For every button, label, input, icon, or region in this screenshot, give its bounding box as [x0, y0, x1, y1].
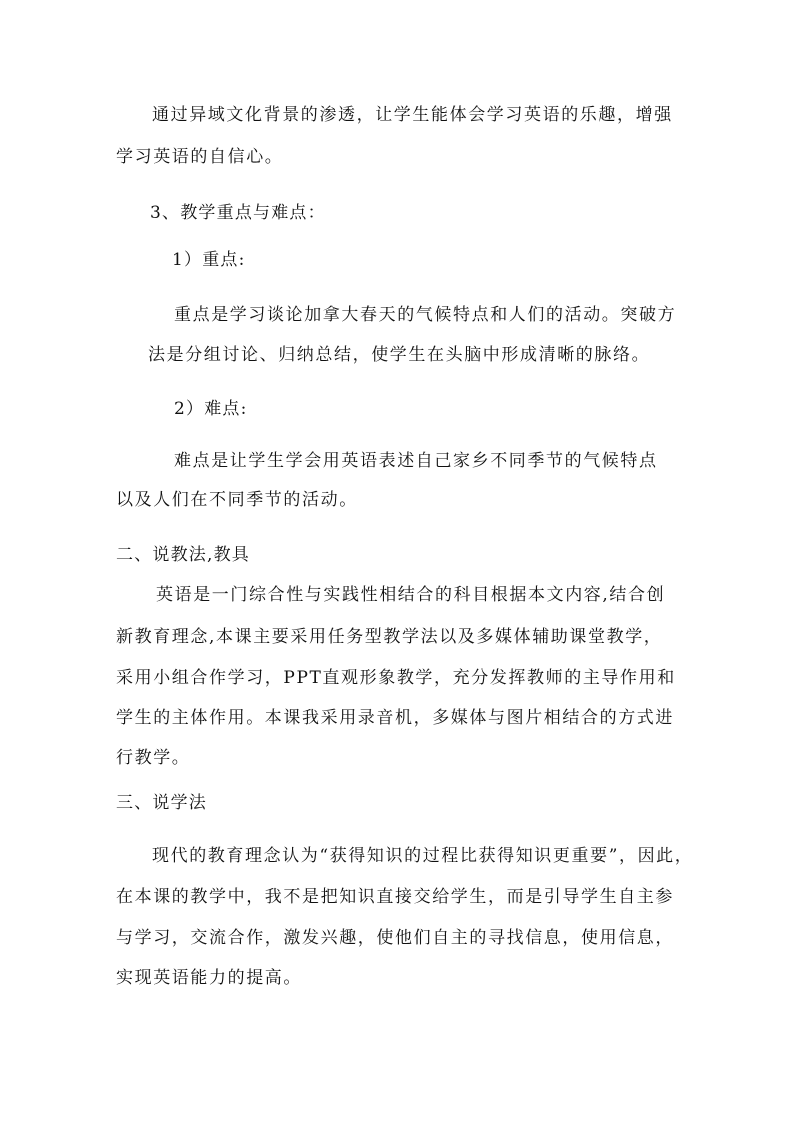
section-heading: 三、说学法	[116, 793, 207, 813]
paragraph-line: 行教学。	[116, 748, 191, 768]
paragraph-line: 英语是一门综合性与实践性相结合的科目根据本文内容,结合创	[156, 585, 666, 605]
subitem-label: 1）重点:	[172, 250, 246, 270]
section-heading: 二、说教法,教具	[116, 545, 251, 565]
paragraph-line: 实现英语能力的提高。	[116, 968, 302, 988]
paragraph-line: 在本课的教学中，我不是把知识直接交给学生，而是引导学生自主参	[116, 887, 674, 907]
subitem-label: 2）难点:	[174, 399, 248, 419]
paragraph-line: 通过异域文化背景的渗透，让学生能体会学习英语的乐趣，增强	[152, 105, 673, 125]
paragraph-line: 采用小组合作学习，PPT直观形象教学，充分发挥教师的主导作用和	[116, 668, 676, 688]
paragraph-line: 学生的主体作用。本课我采用录音机，多媒体与图片相结合的方式进	[116, 708, 674, 728]
paragraph-line: 与学习，交流合作，激发兴趣，使他们自主的寻找信息，使用信息，	[116, 928, 674, 948]
paragraph-line: 学习英语的自信心。	[116, 147, 284, 167]
item-heading: 3、教学重点与难点：	[150, 203, 326, 223]
paragraph-line: 重点是学习谈论加拿大春天的气候特点和人们的活动。突破方	[174, 305, 677, 325]
paragraph-line: 法是分组讨论、归纳总结，使学生在头脑中形成清晰的脉络。	[148, 345, 651, 365]
paragraph-line: 现代的教育理念认为“获得知识的过程比获得知识更重要”，因此，	[152, 846, 694, 866]
paragraph-line: 难点是让学生学会用英语表述自己家乡不同季节的气候特点	[174, 451, 658, 471]
paragraph-line: 以及人们在不同季节的活动。	[116, 490, 358, 510]
paragraph-line: 新教育理念,本课主要采用任务型教学法以及多媒体辅助课堂教学，	[116, 627, 663, 647]
